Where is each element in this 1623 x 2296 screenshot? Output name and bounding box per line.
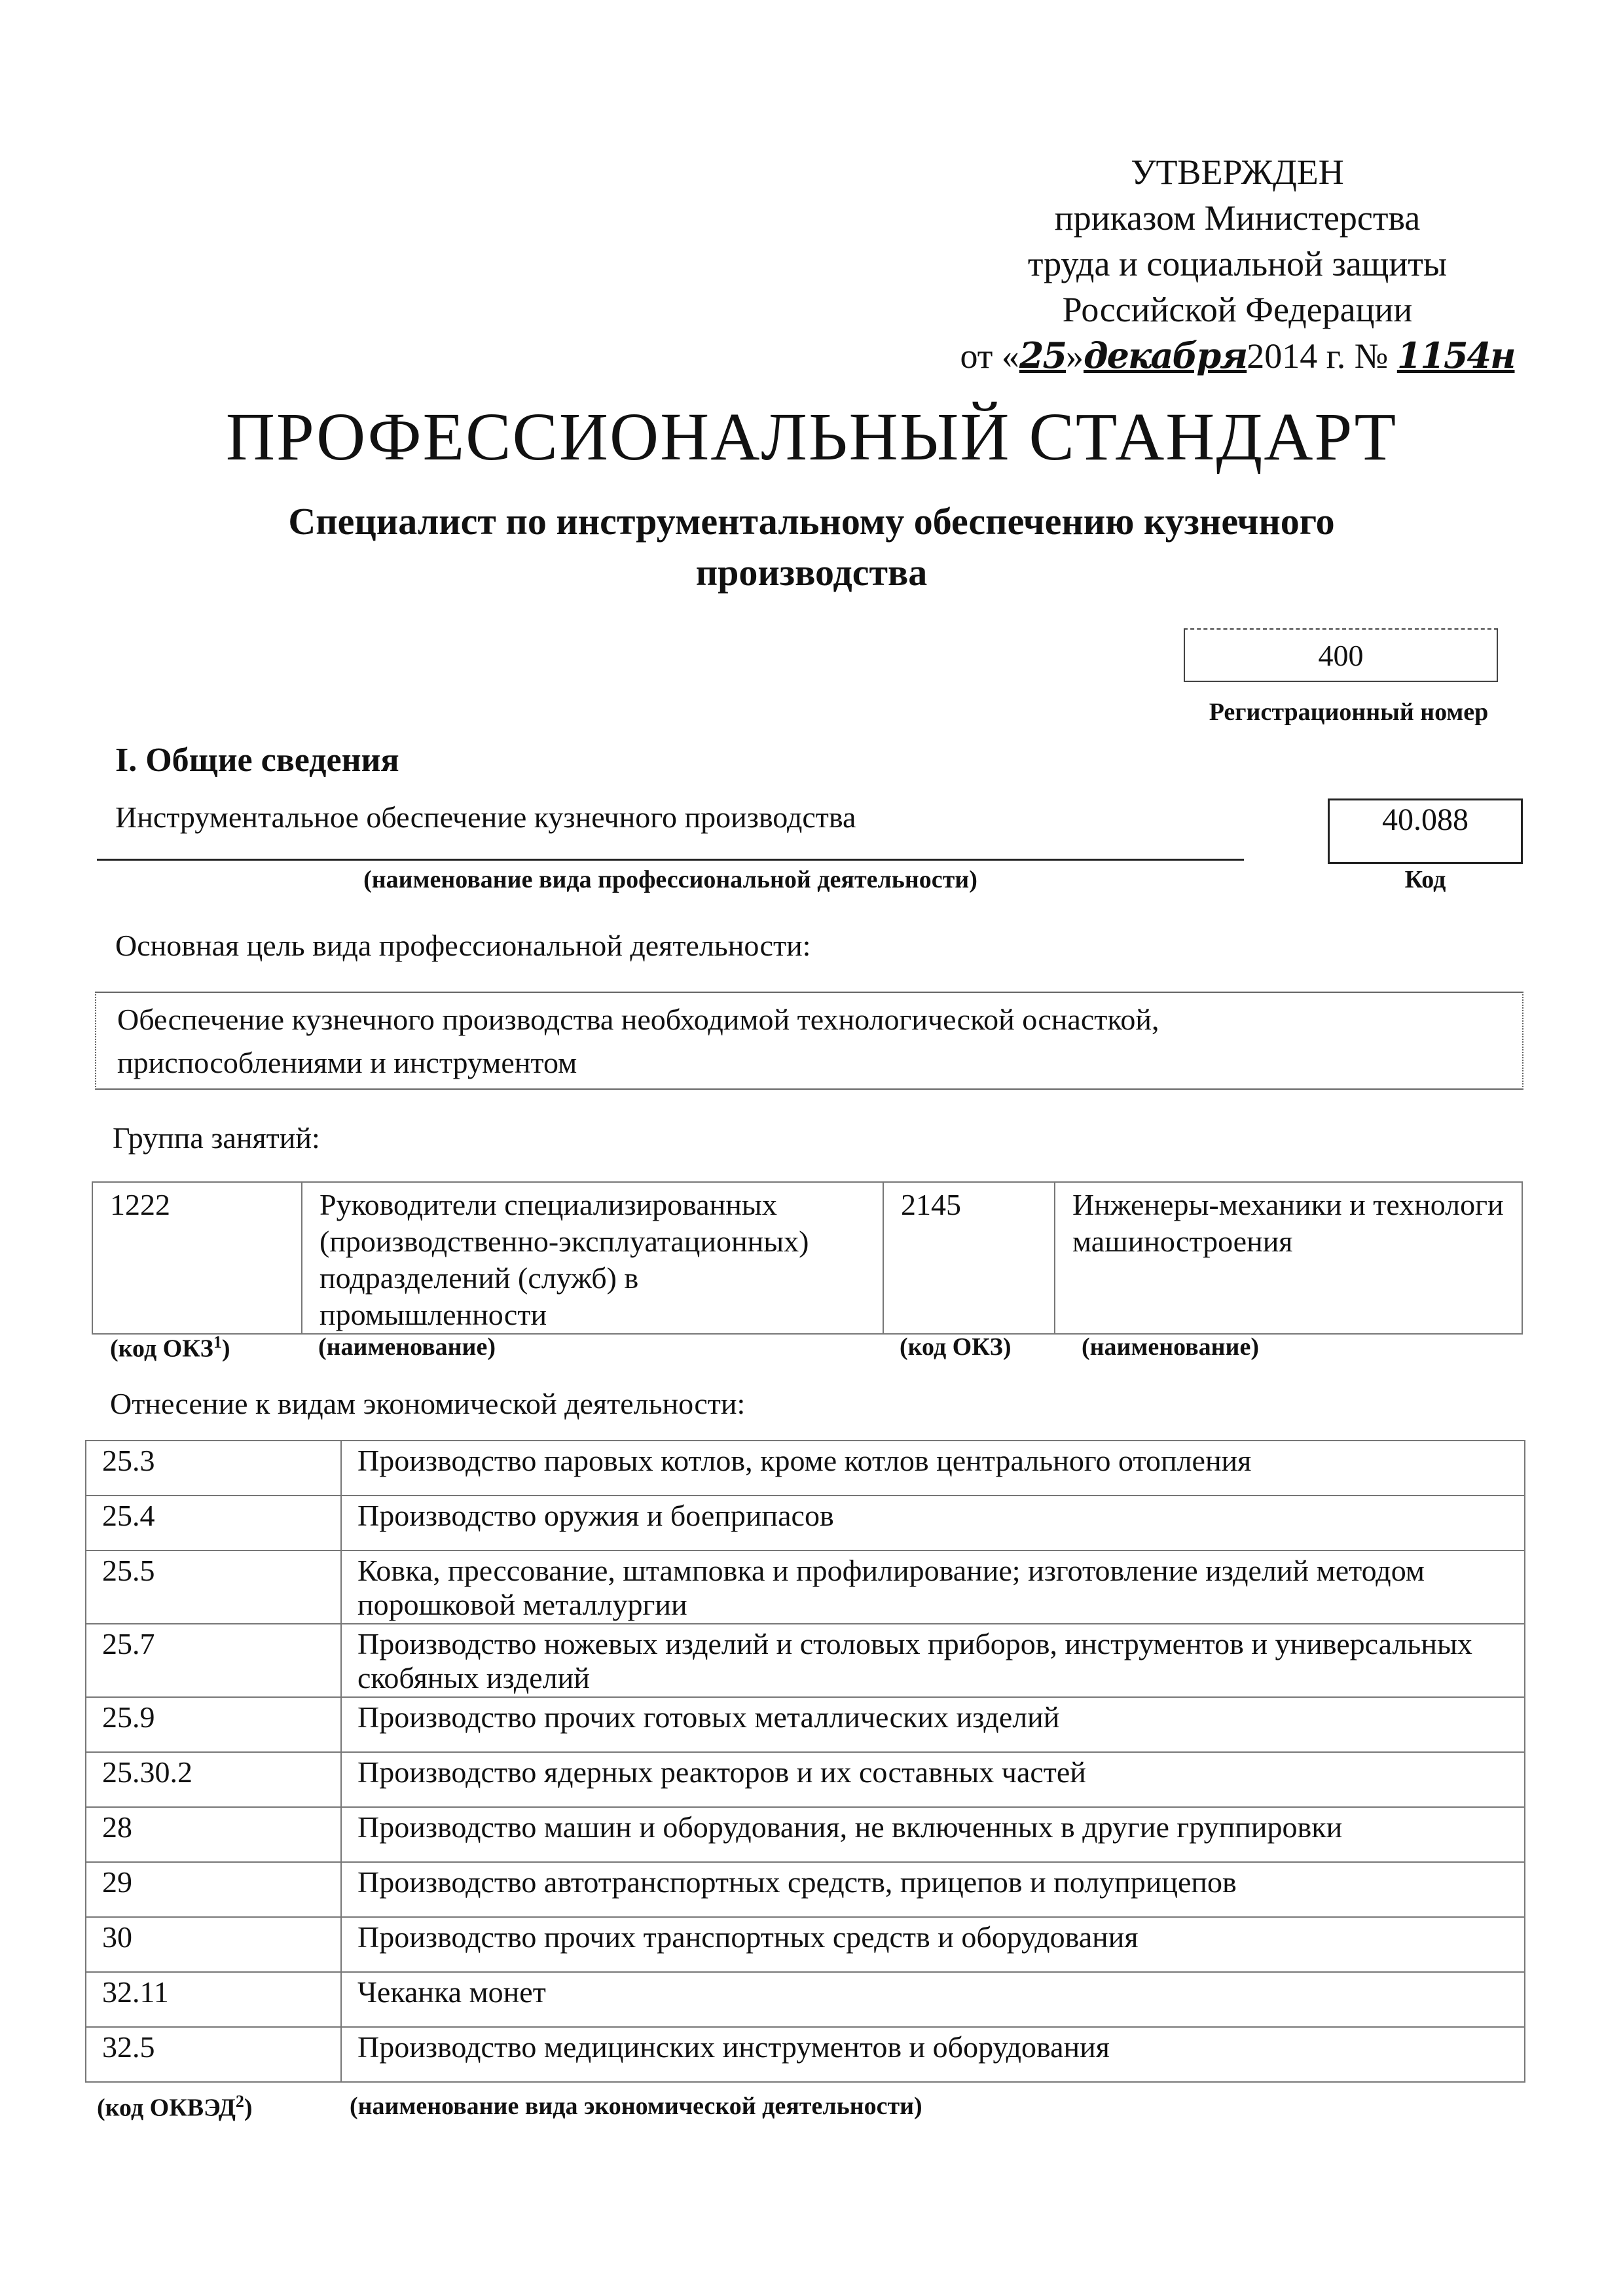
table-row: [86, 1972, 1525, 2027]
eco-name: Производство оружия и боеприпасов: [341, 1496, 1525, 1551]
occ-caption-name1: (наименование): [318, 1333, 496, 1361]
goal-line1: Обеспечение кузнечного производства необходимой технологической оснасткой,: [117, 1003, 1159, 1036]
eco-name: Производство прочих транспортных средств и оборудования: [341, 1917, 1525, 1972]
occupations-row: [92, 1182, 1522, 1334]
eco-caption-name: (наименование вида экономической деятельности): [350, 2092, 922, 2120]
occ-code-1: 1222: [92, 1182, 302, 1334]
eco-name: Производство прочих готовых металлических изделий: [341, 1697, 1525, 1752]
occ-code-2: 2145: [883, 1182, 1055, 1334]
eco-code: 25.5: [86, 1551, 341, 1624]
eco-name: Производство ножевых изделий и столовых приборов, инструментов и универсальных скобяных изделий: [341, 1624, 1525, 1697]
table-row: [86, 1551, 1525, 1624]
table-row: [86, 1752, 1525, 1807]
table-row: [86, 1624, 1525, 1697]
date-year: 2014 г. №: [1247, 336, 1389, 376]
approval-line-approved: УТВЕРЖДЕН: [1131, 152, 1344, 192]
date-day-handwritten: 25: [1019, 334, 1067, 376]
occ-caption-name2: (наименование): [1082, 1333, 1259, 1361]
eco-code: 32.5: [86, 2027, 341, 2082]
table-row: [86, 1697, 1525, 1752]
standard-name-line1: Специалист по инструментальному обеспечению кузнечного: [288, 500, 1335, 543]
occupations-table: [92, 1181, 1523, 1335]
occ-caption-code1: (код ОКЗ$^1$): [110, 1333, 230, 1363]
eco-name: Производство паровых котлов, кроме котлов центрального отопления: [341, 1441, 1525, 1496]
registration-number-box: 400: [1184, 628, 1498, 682]
table-row: [86, 1496, 1525, 1551]
eco-name: Производство ядерных реакторов и их составных частей: [341, 1752, 1525, 1807]
table-row: [86, 1862, 1525, 1917]
occupations-label: Группа занятий:: [113, 1121, 320, 1155]
activity-name: Инструментальное обеспечение кузнечного производства: [115, 800, 856, 834]
approval-line-ministry: труда и социальной защиты: [1027, 244, 1448, 283]
eco-code: 25.3: [86, 1441, 341, 1496]
eco-name: Производство автотранспортных средств, прицепов и полуприцепов: [341, 1862, 1525, 1917]
document-title: ПРОФЕССИОНАЛЬНЫЙ СТАНДАРТ: [225, 399, 1398, 475]
occ-caption-code2: (код ОКЗ): [900, 1333, 1012, 1361]
activity-code-caption: Код: [1404, 866, 1446, 893]
activity-underline: [97, 859, 1244, 861]
eco-code: 29: [86, 1862, 341, 1917]
eco-code: 25.30.2: [86, 1752, 341, 1807]
eco-name: Производство машин и оборудования, не включенных в другие группировки: [341, 1807, 1525, 1862]
registration-number-caption: Регистрационный номер: [1209, 698, 1489, 726]
activity-code-box: 40.088: [1328, 798, 1523, 864]
goal-line2: приспособлениями и инструментом: [117, 1046, 577, 1079]
section-heading: I. Общие сведения: [115, 742, 399, 779]
table-row: [86, 2027, 1525, 2082]
table-row: [86, 1917, 1525, 1972]
eco-code: 25.4: [86, 1496, 341, 1551]
standard-name: [0, 496, 1623, 598]
eco-name: Ковка, прессование, штамповка и профилирование; изготовление изделий методом порошковой металлургии: [341, 1551, 1525, 1624]
eco-name: Производство медицинских инструментов и оборудования: [341, 2027, 1525, 2082]
approval-line-order: приказом Министерства: [1054, 198, 1421, 238]
occ-name-1: Руководители специализированных (производственно-эксплуатационных) подразделений (служб) в промышленности: [302, 1182, 883, 1334]
economic-activities-table: [85, 1440, 1525, 2083]
approval-line-country: Российской Федерации: [1062, 290, 1413, 329]
activity-caption: (наименование вида профессиональной деятельности): [363, 866, 977, 893]
occ-name-2: Инженеры-механики и технологи машиностроения: [1055, 1182, 1522, 1334]
date-mid: »: [1066, 336, 1084, 376]
goal-label: Основная цель вида профессиональной деятельности:: [115, 929, 811, 962]
standard-name-line2: производства: [695, 551, 928, 594]
order-number-handwritten: 1154н: [1396, 334, 1515, 376]
economic-label: Отнесение к видам экономической деятельности:: [110, 1387, 746, 1420]
approval-date-line: [943, 332, 1532, 379]
eco-code: 32.11: [86, 1972, 341, 2027]
eco-code: 30: [86, 1917, 341, 1972]
eco-code: 25.9: [86, 1697, 341, 1752]
eco-code: 28: [86, 1807, 341, 1862]
eco-name: Чеканка монет: [341, 1972, 1525, 2027]
eco-caption-code: (код ОКВЭД$^2$): [97, 2092, 253, 2122]
approval-block: [943, 149, 1532, 379]
date-prefix: от «: [960, 336, 1019, 376]
table-row: [86, 1807, 1525, 1862]
date-month-handwritten: декабря: [1084, 334, 1247, 376]
goal-box: [95, 992, 1523, 1090]
eco-code: 25.7: [86, 1624, 341, 1697]
table-row: [86, 1441, 1525, 1496]
